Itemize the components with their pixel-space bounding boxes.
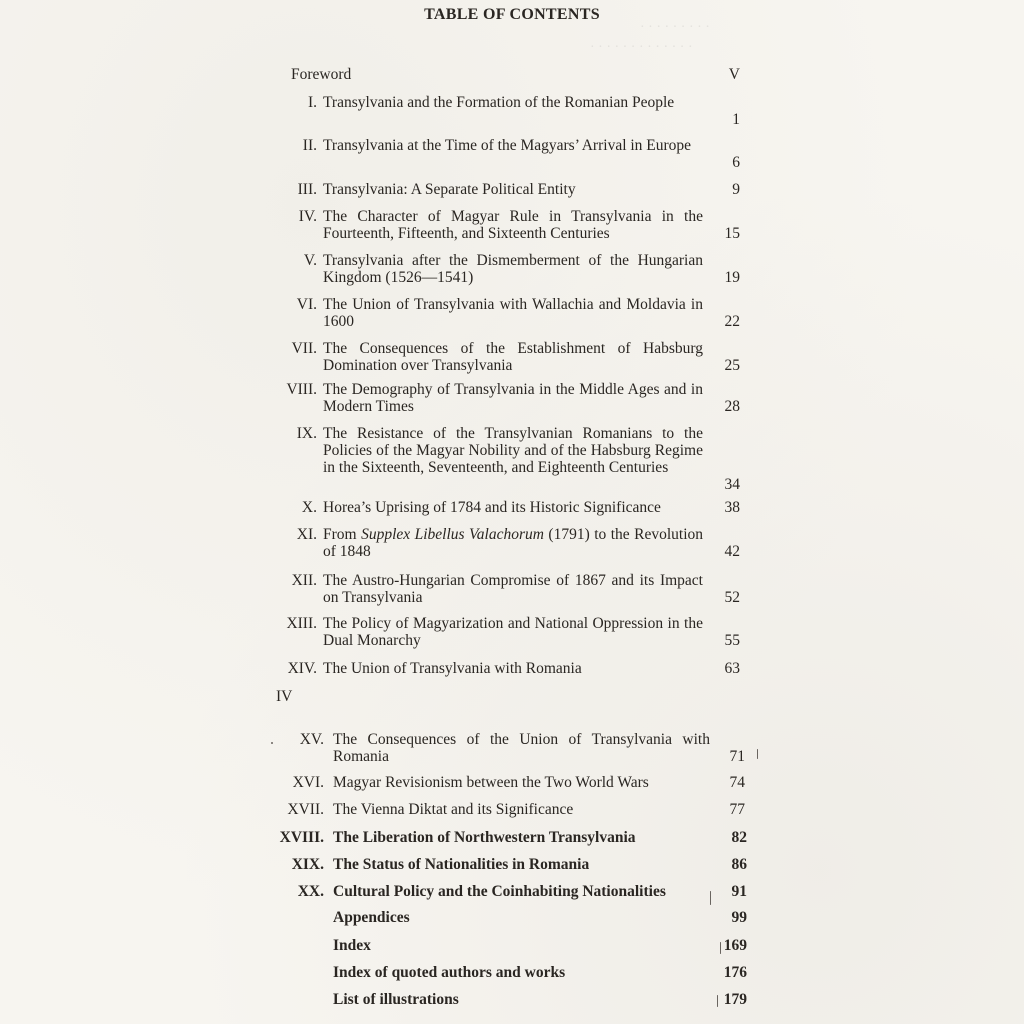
chapter-page: 1 [732,111,740,128]
chapter-page: 9 [732,181,740,198]
toc-entry-chapter[interactable] [0,801,1024,819]
chapter-number: V. [303,252,317,269]
chapter-title-suffix: (1791) to the Revolution of 1848 [323,526,704,560]
chapter-number: XVI. [292,774,324,791]
chapter-number: XX. [297,883,324,900]
toc-entry-foreword[interactable] [0,66,1024,84]
toc-entry-chapter[interactable] [0,856,1024,874]
toc-entry-title: Foreword [291,66,352,83]
toc-entry-chapter[interactable] [0,883,1024,901]
toc-entry-authors-index[interactable] [0,964,1024,982]
toc-entry-chapter[interactable] [0,208,1024,244]
chapter-page: 25 [724,357,740,374]
chapter-title: The Union of Transylvania with Romania [323,660,582,677]
toc-entry-chapter[interactable] [0,425,1024,495]
chapter-title: The Character of Magyar Rule in Transylvania in the Fourteenth, Fifteenth, and Sixteenth Centuries [323,208,703,242]
toc-entry-illustrations[interactable] [0,991,1024,1009]
chapter-number: XIX. [291,856,324,873]
toc-entry-chapter[interactable] [0,181,1024,199]
toc-entry-chapter[interactable] [0,615,1024,651]
chapter-title: The Vienna Diktat and its Significance [333,801,574,818]
back-matter-title: Index [333,937,371,954]
chapter-number: XIV. [287,660,317,677]
chapter-page: 86 [731,856,747,873]
chapter-title: The Resistance of the Transylvanian Romanians to the Policies of the Magyar Nobility and of the Habsburg Regime in the Sixteenth, Seventeenth, and Eighteenth Centuries [323,425,703,476]
chapter-page: 34 [724,476,740,493]
toc-entry-chapter[interactable] [0,499,1024,517]
back-matter-page: 169 [723,937,747,954]
back-matter-title: Index of quoted authors and works [333,964,566,981]
toc-entry-chapter[interactable] [0,340,1024,376]
chapter-page: 42 [724,543,740,560]
chapter-title: Cultural Policy and the Coinhabiting Nationalities [333,883,666,900]
chapter-number: XII. [291,572,317,589]
chapter-title: Transylvania after the Dismemberment of the Hungarian Kingdom (1526—1541) [323,252,703,286]
chapter-number: XVIII. [279,829,324,846]
back-matter-page: 179 [723,991,747,1008]
toc-entry-appendices[interactable] [0,909,1024,927]
toc-entry-chapter[interactable] [0,829,1024,847]
chapter-page: 91 [731,883,747,900]
chapter-page: 63 [724,660,740,677]
toc-entry-chapter[interactable] [0,731,1024,767]
chapter-number: VIII. [286,381,317,398]
chapter-number: X. [301,499,317,516]
chapter-title: Transylvania: A Separate Political Entity [323,181,576,198]
chapter-title: Transylvania at the Time of the Magyars’ Arrival in Europe [323,137,692,154]
chapter-number: IV. [298,208,317,225]
chapter-page: 52 [724,589,740,606]
page-break-marker: IV [276,688,293,705]
toc-entry-chapter[interactable] [0,94,1024,130]
chapter-number: VII. [291,340,317,357]
chapter-title: The Liberation of Northwestern Transylvania [333,829,636,846]
chapter-page: 82 [731,829,747,846]
chapter-title: Transylvania and the Formation of the Romanian People [323,94,675,111]
toc-entry-chapter[interactable] [0,252,1024,288]
show-through-text: · · · · · · · · · [640,20,710,35]
toc-entry-index[interactable] [0,937,1024,955]
print-speck [757,749,758,759]
toc-entry-page: V [728,66,740,83]
chapter-title: Horea’s Uprising of 1784 and its Historic Significance [323,499,661,516]
chapter-page: 28 [724,398,740,415]
chapter-page: 38 [724,499,740,516]
chapter-number: XIII. [286,615,317,632]
chapter-page: 71 [729,748,745,765]
toc-entry-chapter[interactable] [0,137,1024,173]
chapter-title-prefix: From [323,526,362,543]
chapter-number: I. [307,94,317,111]
chapter-number: XV. [299,731,324,748]
chapter-title: The Policy of Magyarization and National Oppression in the Dual Monarchy [323,615,703,649]
chapter-number: XI. [296,526,317,543]
chapter-title: The Consequences of the Establishment of Habsburg Domination over Transylvania [323,340,703,374]
toc-entry-chapter[interactable] [0,774,1024,792]
chapter-title: The Demography of Transylvania in the Middle Ages and in Modern Times [323,381,703,415]
chapter-title: The Union of Transylvania with Wallachia and Moldavia in 1600 [323,296,703,330]
chapter-number: XVII. [287,801,324,818]
back-matter-page: 99 [731,909,747,926]
chapter-title: The Status of Nationalities in Romania [333,856,590,873]
chapter-page: 74 [729,774,745,791]
back-matter-title: Appendices [333,909,410,926]
chapter-page: 77 [729,801,745,818]
show-through-text: · · · · · · · · · · · · · [590,40,693,55]
chapter-title: The Austro-Hungarian Compromise of 1867 and its Impact on Transylvania [323,572,703,606]
print-speck [720,942,721,954]
chapter-title: Magyar Revisionism between the Two World Wars [333,774,649,791]
back-matter-title: List of illustrations [333,991,459,1008]
toc-entry-chapter[interactable] [0,572,1024,608]
chapter-title-italic: Supplex Libellus Valachorum [361,526,544,543]
toc-entry-chapter[interactable] [0,660,1024,678]
toc-entry-chapter[interactable] [0,296,1024,332]
chapter-title [323,526,703,560]
chapter-page: 22 [724,313,740,330]
back-matter-page: 176 [723,964,747,981]
toc-entry-chapter[interactable] [0,381,1024,417]
chapter-title: The Consequences of the Union of Transylvania with Romania [333,731,710,765]
chapter-page: 55 [724,632,740,649]
chapter-number: VI. [296,296,317,313]
chapter-page: 15 [724,225,740,242]
print-speck [710,891,711,905]
toc-entry-chapter[interactable] [0,526,1024,562]
chapter-number: IX. [296,425,317,442]
chapter-page: 19 [724,269,740,286]
print-speck [271,742,273,744]
chapter-page: 6 [732,154,740,171]
print-speck [717,995,718,1007]
page-title: TABLE OF CONTENTS [424,6,600,23]
chapter-number: III. [297,181,317,198]
chapter-number: II. [302,137,317,154]
